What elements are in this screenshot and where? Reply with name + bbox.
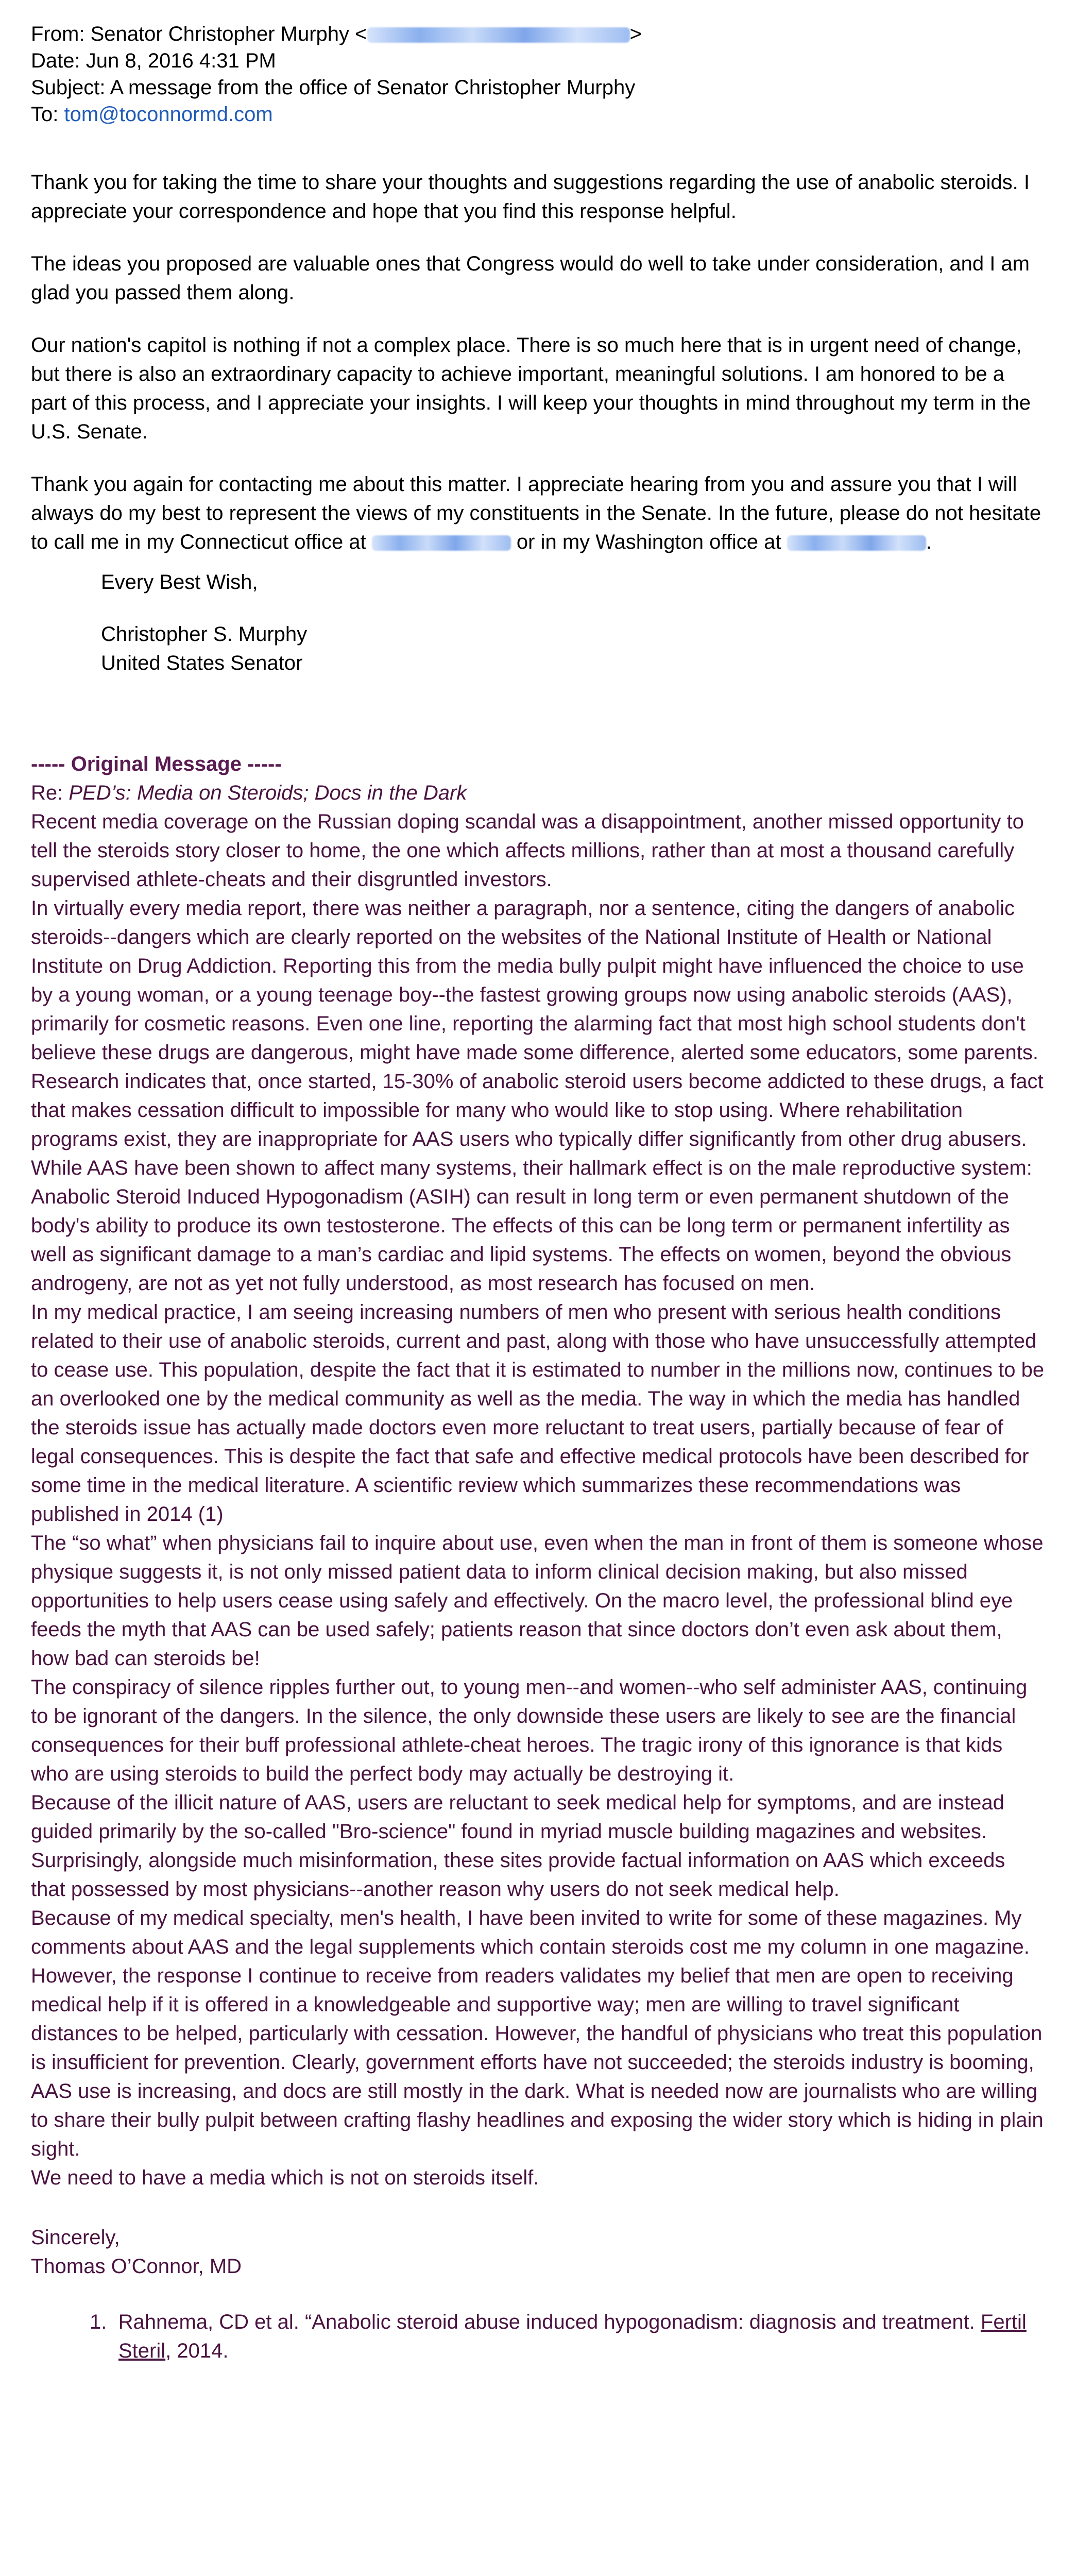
signer-name: Christopher S. Murphy bbox=[101, 623, 308, 646]
signer-title: United States Senator bbox=[101, 652, 303, 674]
original-paragraph-4: In my medical practice, I am seeing increasing numbers of men who present with serious health conditions related to their use of anabolic steroids, current and past, along with those who have unsuccessfully attempted to cease use. This population, despite the fact that it is estimated to number in the millions now, continues to be an overlooked one by the medical community as well as the media. The way in which the media has handled the steroids issue has actually made doctors even more reluctant to treat users, partially because of fear of legal consequences. This is despite the fact that safe and effective medical protocols have been described for some time in the medical literature. A scientific review which summarizes these recommendations was published in 2014 (1) bbox=[31, 1301, 1045, 1526]
original-paragraph-8: Because of my medical specialty, men's health, I have been invited to write for some of these magazines. My comments about AAS and the legal supplements which contain steroids cost me my column in one magazine. However, the response I continue to receive from readers validates my belief that men are open to receiving medical help if it is offered in a knowledgeable and supportive way; men are willing to travel significant distances to be helped, particularly with cessation. However, the handful of physicians who treat this population is insufficient for prevention. Clearly, government efforts have not succeeded; the steroids industry is booming, AAS use is increasing, and docs are still mostly in the dark. What is needed now are journalists who are willing to share their bully pulpit between crafting flashy headlines and exposing the wider story which is hiding in plain sight. bbox=[31, 1907, 1044, 2160]
original-signature bbox=[31, 2223, 1045, 2281]
original-paragraph-6: The conspiracy of silence ripples further out, to young men--and women--who self administer AAS, continuing to be ignorant of the dangers. In the silence, the only downside these users are likely to see are the financial consequences for their buff professional athlete-cheat heroes. The tragic irony of this ignorance is that kids who are using steroids to build the perfect body may actually be destroying it. bbox=[31, 1676, 1028, 1785]
original-paragraph-3: Research indicates that, once started, 15-30% of anabolic steroid users become addicted to these drugs, a fact that makes cessation difficult to impossible for many who would like to stop using. Where rehabilitation programs exist, they are inappropriate for AAS users who typically differ significantly from other drug abusers. While AAS have been shown to affect many systems, their hallmark effect is on the male reproductive system: Anabolic Steroid Induced Hypogonadism (ASIH) can result in long term or even permanent shutdown of the body's ability to produce its own testosterone. The effects of this can be long term or permanent infertility as well as significant damage to a man’s cardiac and lipid systems. The effects on women, beyond the obvious androgeny, are not as yet not fully understood, as most research has focused on men. bbox=[31, 1070, 1044, 1295]
reference-year: , 2014. bbox=[165, 2340, 229, 2362]
original-paragraph-5: The “so what” when physicians fail to inquire about use, even when the man in front of them is someone whose physique suggests it, is not only missed patient data to inform clinical decision making, but also missed opportunities to help users cease using safely and effectively. On the macro level, the professional blind eye feeds the myth that AAS can be used safely; patients reason that since doctors don’t even ask about them, how bad can steroids be! bbox=[31, 1532, 1044, 1670]
from-line bbox=[31, 21, 1045, 47]
reply-signature bbox=[101, 568, 1045, 677]
redacted-email bbox=[367, 27, 630, 43]
email-header bbox=[31, 21, 1045, 128]
redacted-phone-dc bbox=[787, 535, 926, 551]
re-subject: PED’s: Media on Steroids; Docs in the Dark bbox=[69, 782, 467, 804]
subject-line bbox=[31, 74, 1045, 101]
subject-value: A message from the office of Senator Christopher Murphy bbox=[110, 76, 636, 99]
sign-off: Sincerely, bbox=[31, 2226, 120, 2249]
reply-p4-text-a: Thank you again for contacting me about this matter. I appreciate hearing from you and assure you that I will always do my best to represent the views of my constituents in the Senate. In the future, please do not hesitate to call me in my Connecticut office at bbox=[31, 473, 1041, 553]
from-name: Senator Christopher Murphy bbox=[90, 23, 350, 45]
to-line bbox=[31, 101, 1045, 128]
from-open-bracket: < bbox=[355, 23, 367, 45]
to-label: To: bbox=[31, 103, 59, 126]
original-message-title: ----- Original Message ----- bbox=[31, 753, 282, 775]
reply-p4-text-c: . bbox=[926, 531, 932, 553]
reference-item bbox=[90, 2308, 1045, 2365]
reply-paragraph-3: Our nation's capitol is nothing if not a complex place. There is so much here that is in urgent need of change, but there is also an extraordinary capacity to achieve important, meaningful solutions. I am honored to be a part of this process, and I appreciate your insights. I will keep your thoughts in mind throughout my term in the U.S. Senate. bbox=[31, 334, 1031, 443]
date-line bbox=[31, 47, 1045, 74]
reply-paragraph-2: The ideas you proposed are valuable ones that Congress would do well to take under consideration, and I am glad you passed them along. bbox=[31, 252, 1030, 304]
sign-name: Thomas O’Connor, MD bbox=[31, 2255, 242, 2278]
original-message bbox=[31, 750, 1045, 2365]
from-close-bracket: > bbox=[629, 23, 642, 45]
reply-paragraph-1: Thank you for taking the time to share your thoughts and suggestions regarding the use of anabolic steroids. I appreciate your correspondence and hope that you find this response helpful. bbox=[31, 171, 1030, 223]
original-paragraph-2: In virtually every media report, there was neither a paragraph, nor a sentence, citing the dangers of anabolic steroids--dangers which are clearly reported on the websites of the National Institute of Health or National Institute on Drug Addiction. Reporting this from the media bully pulpit might have influenced the choice to use by a young woman, or a young teenage boy--the fastest growing groups now using anabolic steroids (AAS), primarily for cosmetic reasons. Even one line, reporting the alarming fact that most high school students don't believe these drugs are dangerous, might have made some difference, alerted some educators, some parents. bbox=[31, 897, 1038, 1064]
original-paragraph-1: Recent media coverage on the Russian doping scandal was a disappointment, another missed opportunity to tell the steroids story closer to home, the one which affects millions, rather than at most a thousand carefully supervised athlete-cheats and their disgruntled investors. bbox=[31, 810, 1024, 891]
reply-body bbox=[31, 168, 1045, 677]
reply-paragraph-4 bbox=[31, 470, 1045, 556]
to-email-link[interactable]: tom@toconnormd.com bbox=[64, 103, 273, 126]
reference-journal-link[interactable]: Fertil Steril bbox=[118, 2311, 1027, 2362]
from-label: From: bbox=[31, 23, 85, 45]
subject-label: Subject: bbox=[31, 76, 106, 99]
original-message-re bbox=[31, 778, 1045, 807]
reference-text: Rahnema, CD et al. “Anabolic steroid abuse induced hypogonadism: diagnosis and treatment. bbox=[118, 2311, 981, 2333]
re-label: Re: bbox=[31, 782, 63, 804]
reply-p4-text-b: or in my Washington office at bbox=[516, 531, 781, 553]
reference-number: 1. bbox=[90, 2311, 107, 2333]
reply-closing: Every Best Wish, bbox=[101, 571, 258, 594]
original-paragraph-9: We need to have a media which is not on steroids itself. bbox=[31, 2166, 539, 2189]
date-value: Jun 8, 2016 4:31 PM bbox=[86, 49, 276, 72]
original-paragraph-7: Because of the illicit nature of AAS, users are reluctant to seek medical help for symptoms, and are instead guided primarily by the so-called "Bro-science" found in myriad muscle building magazines and websites. Surprisingly, alongside much misinformation, these sites provide factual information on AAS which exceeds that possessed by most physicians--another reason why users do not seek medical help. bbox=[31, 1791, 1005, 1901]
date-label: Date: bbox=[31, 49, 80, 72]
redacted-phone-ct bbox=[372, 535, 511, 551]
